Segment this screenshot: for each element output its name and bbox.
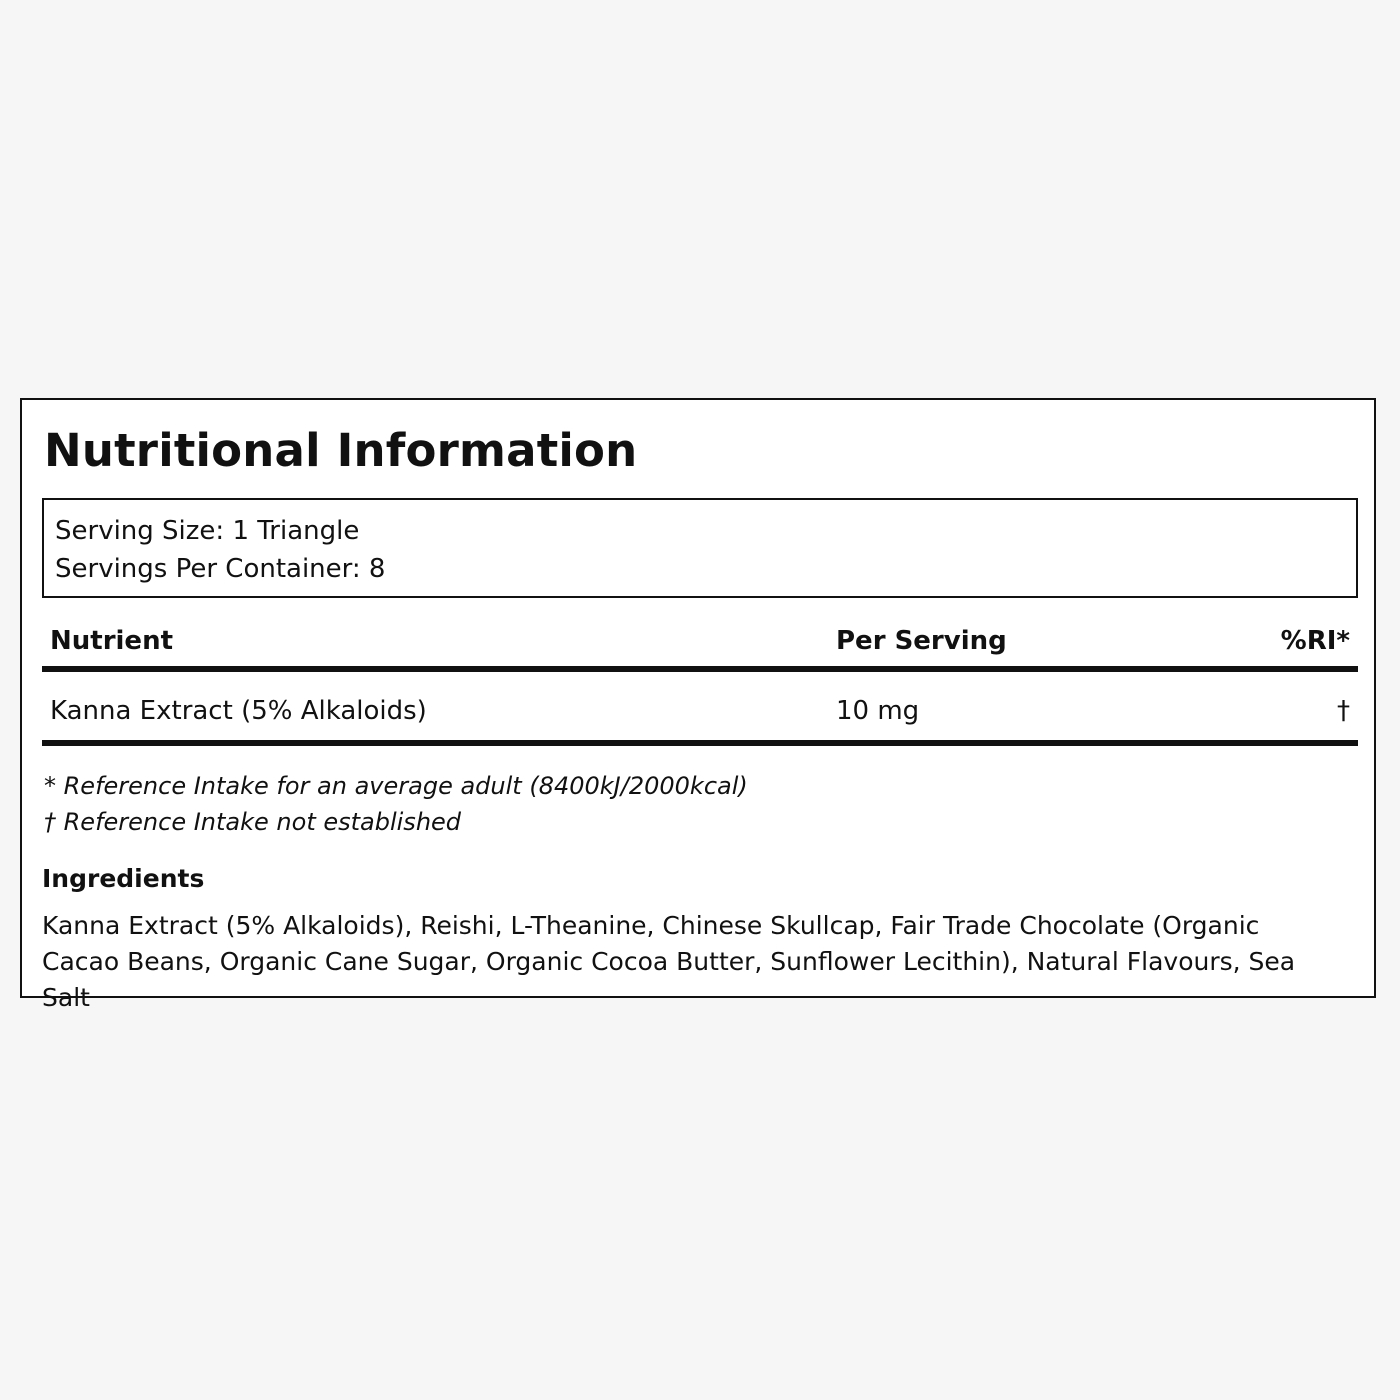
page-title: Nutritional Information: [44, 424, 638, 477]
table-header: [42, 622, 1358, 672]
nutrition-panel: [20, 398, 1376, 1012]
row-ri: †: [1337, 696, 1350, 726]
serving-info-box: [42, 498, 1358, 598]
serving-size: Serving Size: 1 Triangle: [55, 516, 360, 546]
ingredients-heading: Ingredients: [42, 864, 205, 893]
servings-per-container: Servings Per Container: 8: [55, 554, 386, 584]
header-nutrient: Nutrient: [50, 626, 174, 656]
header-per-serving: Per Serving: [836, 626, 1007, 656]
row-nutrient: Kanna Extract (5% Alkaloids): [50, 696, 427, 726]
ingredients-text: Kanna Extract (5% Alkaloids), Reishi, L-Theanine, Chinese Skullcap, Fair Trade Chocolate (Organic Cacao Beans, Organic Cane Sugar, Organic Cocoa Butter, Sunflower Lecithin), Natural Flavours, Sea Salt: [42, 911, 1296, 1012]
table-row: [42, 674, 1358, 746]
row-per-serving: 10 mg: [836, 696, 920, 726]
footnote-reference-intake: * Reference Intake for an average adult (8400kJ/2000kcal): [44, 772, 748, 800]
footnotes: [44, 768, 748, 840]
header-ri: %RI*: [1280, 626, 1350, 656]
footnote-not-established: † Reference Intake not established: [44, 808, 462, 836]
